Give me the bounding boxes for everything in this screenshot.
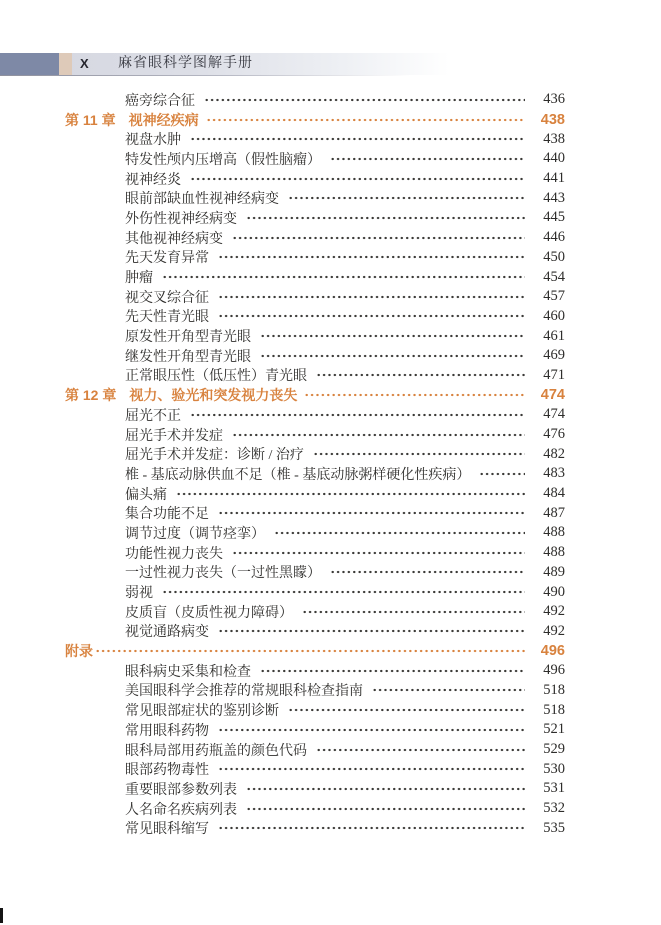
dot-leader — [218, 313, 525, 319]
entry-title: 常用眼科药物 — [125, 723, 209, 739]
dot-leader — [260, 333, 525, 339]
toc-list — [65, 90, 565, 838]
entry-title: 继发性开角型青光眼 — [125, 349, 251, 365]
dot-leader — [218, 766, 525, 772]
page-number: 436 — [543, 91, 565, 108]
entry-title: 重要眼部参数列表 — [125, 782, 237, 798]
page-number: 469 — [543, 347, 565, 364]
dot-leader — [190, 136, 525, 142]
entry-title: 椎 - 基底动脉供血不足（椎 - 基底动脉粥样硬化性疾病） — [125, 467, 471, 483]
toc-chapter-heading — [65, 110, 565, 130]
toc-entry — [65, 248, 565, 268]
dot-leader — [260, 668, 525, 674]
dot-leader — [316, 372, 525, 378]
dot-leader — [95, 648, 525, 654]
entry-title: 屈光不正 — [125, 408, 181, 424]
toc-entry — [65, 740, 565, 760]
page-number: 530 — [543, 760, 565, 777]
entry-title: 一过性视力丧失（一过性黑矇） — [125, 566, 321, 582]
toc-entry — [65, 759, 565, 779]
entry-title: 正常眼压性（低压性）青光眼 — [125, 369, 307, 385]
entry-title: 其他视神经病变 — [125, 231, 223, 247]
toc-entry — [65, 307, 565, 327]
page-number: 440 — [543, 150, 565, 167]
toc-entry — [65, 779, 565, 799]
dot-leader — [302, 609, 525, 615]
page-number: 490 — [543, 583, 565, 600]
entry-title: 视交叉综合征 — [125, 290, 209, 306]
entry-title: 肿瘤 — [125, 271, 153, 287]
page-number: 492 — [543, 603, 565, 620]
dot-leader — [372, 687, 525, 693]
entry-title: 原发性开角型青光眼 — [125, 330, 251, 346]
dot-leader — [218, 727, 525, 733]
toc-entry — [65, 484, 565, 504]
page-number: 483 — [543, 465, 565, 482]
entry-title: 屈光手术并发症 — [125, 428, 223, 444]
header-salmon-block — [59, 53, 72, 75]
toc-entry — [65, 661, 565, 681]
dot-leader — [288, 707, 525, 713]
toc-entry — [65, 366, 565, 386]
entry-title: 视觉通路病变 — [125, 625, 209, 641]
page-number: 461 — [543, 327, 565, 344]
page-number: 535 — [543, 819, 565, 836]
toc-entry — [65, 149, 565, 169]
page-number: 532 — [543, 800, 565, 817]
dot-leader — [330, 569, 525, 575]
dot-leader — [288, 195, 525, 201]
chapter-number: 第 11 章 — [65, 111, 116, 128]
toc-entry — [65, 326, 565, 346]
page-number: 487 — [543, 504, 565, 521]
dot-leader — [218, 628, 525, 634]
entry-title: 皮质盲（皮质性视力障碍） — [125, 605, 293, 621]
toc-entry — [65, 543, 565, 563]
entry-title: 先天性青光眼 — [125, 310, 209, 326]
entry-title: 调节过度（调节痉挛） — [125, 526, 265, 542]
dot-leader — [316, 747, 525, 753]
dot-leader — [232, 432, 525, 438]
toc-entry — [65, 582, 565, 602]
toc-entry — [65, 503, 565, 523]
page-number: 488 — [543, 544, 565, 561]
page-number: 482 — [543, 445, 565, 462]
entry-title: 弱视 — [125, 586, 153, 602]
page-number: 438 — [540, 111, 565, 128]
entry-title: 视神经疾病 — [128, 111, 199, 128]
toc-entry — [65, 405, 565, 425]
chapter-number: 第 12 章 — [65, 387, 117, 404]
entry-title: 眼科局部用药瓶盖的颜色代码 — [125, 743, 307, 759]
page-number: 438 — [543, 130, 565, 147]
entry-title: 美国眼科学会推荐的常规眼科检查指南 — [125, 684, 363, 700]
page-header — [0, 53, 661, 75]
page-number: 488 — [543, 524, 565, 541]
entry-title: 附录 — [65, 643, 93, 660]
entry-title: 功能性视力丧失 — [125, 546, 223, 562]
page-number: 441 — [543, 170, 565, 187]
toc-entry — [65, 602, 565, 622]
entry-title: 常见眼部症状的鉴别诊断 — [125, 704, 279, 720]
toc-appendix-heading — [65, 641, 565, 661]
dot-leader — [330, 156, 525, 162]
toc-entry — [65, 346, 565, 366]
page-number: 450 — [543, 248, 565, 265]
entry-title: 外伤性视神经病变 — [125, 211, 237, 227]
entry-title: 眼科病史采集和检查 — [125, 664, 251, 680]
page-number: 443 — [543, 189, 565, 206]
dot-leader — [246, 215, 525, 221]
page-number: 476 — [543, 426, 565, 443]
page-number: 496 — [540, 643, 565, 660]
dot-leader — [218, 825, 525, 831]
header-page-indicator: X — [80, 56, 89, 71]
entry-title: 偏头痛 — [125, 487, 167, 503]
scan-artifact-mark — [0, 908, 3, 923]
entry-title: 常见眼科缩写 — [125, 822, 209, 838]
toc-entry — [65, 622, 565, 642]
page-number: 471 — [543, 366, 565, 383]
entry-title: 视神经炎 — [125, 172, 181, 188]
page-number: 496 — [543, 662, 565, 679]
toc-entry — [65, 267, 565, 287]
dot-leader — [218, 294, 525, 300]
entry-title: 眼部药物毒性 — [125, 763, 209, 779]
toc-entry — [65, 720, 565, 740]
dot-leader — [218, 510, 525, 516]
entry-title: 屈光手术并发症：诊断 / 治疗 — [125, 448, 304, 464]
toc-chapter-heading — [65, 385, 565, 405]
dot-leader — [304, 392, 525, 398]
toc-entry — [65, 700, 565, 720]
page-number: 457 — [543, 288, 565, 305]
dot-leader — [479, 471, 525, 477]
toc-entry — [65, 208, 565, 228]
page-number: 454 — [543, 268, 565, 285]
dot-leader — [190, 176, 525, 182]
page-number: 460 — [543, 307, 565, 324]
header-blue-block — [0, 53, 59, 75]
page-number: 518 — [543, 701, 565, 718]
dot-leader — [190, 412, 525, 418]
dot-leader — [204, 97, 525, 103]
toc-entry — [65, 523, 565, 543]
entry-title: 视力、验光和突发视力丧失 — [129, 387, 298, 404]
entry-title: 特发性颅内压增高（假性脑瘤） — [125, 152, 321, 168]
entry-title: 先天发育异常 — [125, 251, 209, 267]
page-number: 529 — [543, 741, 565, 758]
dot-leader — [206, 117, 525, 123]
header-book-title: 麻省眼科学图解手册 — [118, 56, 253, 71]
toc-entry — [65, 188, 565, 208]
page-number: 446 — [543, 229, 565, 246]
dot-leader — [260, 353, 525, 359]
dot-leader — [162, 589, 525, 595]
toc-entry — [65, 444, 565, 464]
page-number: 521 — [543, 721, 565, 738]
dot-leader — [274, 530, 525, 536]
dot-leader — [246, 806, 525, 812]
dot-leader — [232, 550, 525, 556]
dot-leader — [218, 254, 525, 260]
toc-entry — [65, 425, 565, 445]
page-number: 518 — [543, 681, 565, 698]
dot-leader — [162, 274, 525, 280]
toc-entry — [65, 169, 565, 189]
entry-title: 视盘水肿 — [125, 133, 181, 149]
entry-title: 集合功能不足 — [125, 507, 209, 523]
toc-entry — [65, 228, 565, 248]
dot-leader — [176, 491, 525, 497]
toc-entry — [65, 464, 565, 484]
dot-leader — [246, 786, 525, 792]
toc-entry — [65, 818, 565, 838]
dot-leader — [313, 451, 525, 457]
page-number: 445 — [543, 209, 565, 226]
toc-entry — [65, 129, 565, 149]
entry-title: 眼前部缺血性视神经病变 — [125, 192, 279, 208]
page-number: 474 — [540, 387, 565, 404]
page-number: 489 — [543, 563, 565, 580]
page-number: 531 — [543, 780, 565, 797]
dot-leader — [232, 235, 525, 241]
toc-entry — [65, 563, 565, 583]
page-number: 492 — [543, 622, 565, 639]
toc-entry — [65, 287, 565, 307]
page-number: 474 — [543, 406, 565, 423]
toc-entry — [65, 799, 565, 819]
toc-entry — [65, 681, 565, 701]
page-number: 484 — [543, 485, 565, 502]
entry-title: 癌旁综合征 — [125, 93, 195, 109]
entry-title: 人名命名疾病列表 — [125, 802, 237, 818]
toc-entry — [65, 90, 565, 110]
